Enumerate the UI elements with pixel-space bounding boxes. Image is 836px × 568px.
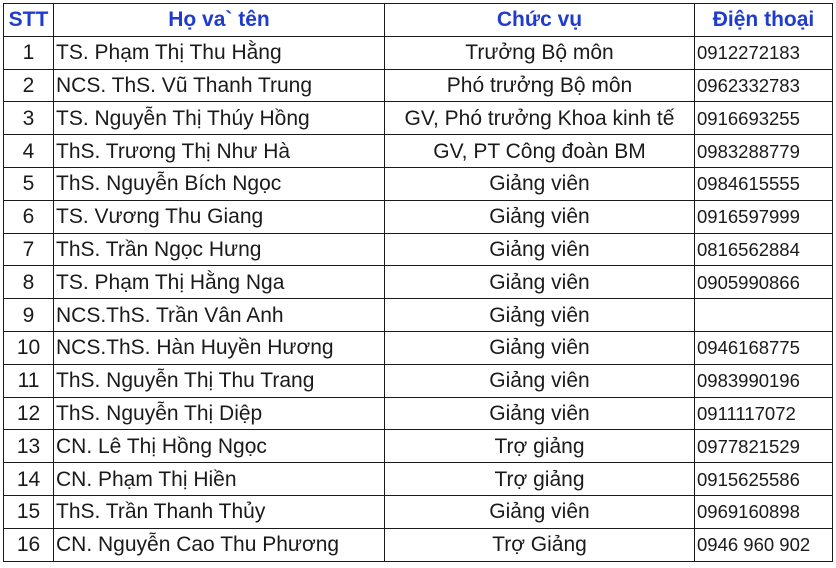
row-stt: 11 <box>4 364 54 397</box>
row-phone: 0905990866 <box>695 266 833 299</box>
row-name: NCS.ThS. Hàn Huyền Hương <box>54 331 385 364</box>
table-body <box>4 36 833 561</box>
row-phone: 0977821529 <box>695 430 833 463</box>
row-name: TS. Phạm Thị Hằng Nga <box>54 266 385 299</box>
row-role: Giảng viên <box>385 397 695 430</box>
table-row <box>4 69 833 102</box>
row-role: Giảng viên <box>385 233 695 266</box>
row-name: TS. Phạm Thị Thu Hằng <box>54 36 385 69</box>
staff-table <box>3 3 833 562</box>
row-name: ThS. Nguyễn Thị Diệp <box>54 397 385 430</box>
table-row <box>4 430 833 463</box>
table-row <box>4 331 833 364</box>
row-name: ThS. Trương Thị Như Hà <box>54 135 385 168</box>
row-phone <box>695 299 833 332</box>
row-stt: 10 <box>4 331 54 364</box>
row-stt: 15 <box>4 495 54 528</box>
table-row <box>4 36 833 69</box>
row-role: Trưởng Bộ môn <box>385 36 695 69</box>
row-phone: 0983288779 <box>695 135 833 168</box>
row-role: Trợ giảng <box>385 463 695 496</box>
row-phone: 0916597999 <box>695 200 833 233</box>
row-name: NCS. ThS. Vũ Thanh Trung <box>54 69 385 102</box>
header-stt: STT <box>4 4 54 37</box>
row-phone: 0969160898 <box>695 495 833 528</box>
row-role: Phó trưởng Bộ môn <box>385 69 695 102</box>
row-stt: 2 <box>4 69 54 102</box>
row-stt: 14 <box>4 463 54 496</box>
row-phone: 0911117072 <box>695 397 833 430</box>
row-phone: 0983990196 <box>695 364 833 397</box>
row-stt: 3 <box>4 102 54 135</box>
table-row <box>4 463 833 496</box>
table-row <box>4 364 833 397</box>
row-phone: 0984615555 <box>695 167 833 200</box>
row-name: CN. Phạm Thị Hiền <box>54 463 385 496</box>
row-name: CN. Lê Thị Hồng Ngọc <box>54 430 385 463</box>
row-role: Giảng viên <box>385 364 695 397</box>
table-row <box>4 495 833 528</box>
row-name: TS. Nguyễn Thị Thúy Hồng <box>54 102 385 135</box>
table-row <box>4 397 833 430</box>
row-role: Trợ Giảng <box>385 528 695 561</box>
row-role: GV, PT Công đoàn BM <box>385 135 695 168</box>
row-name: TS. Vương Thu Giang <box>54 200 385 233</box>
table-row <box>4 102 833 135</box>
row-phone: 0916693255 <box>695 102 833 135</box>
table-row <box>4 135 833 168</box>
row-role: Giảng viên <box>385 167 695 200</box>
table-row <box>4 167 833 200</box>
header-row <box>4 4 833 37</box>
row-stt: 6 <box>4 200 54 233</box>
row-stt: 12 <box>4 397 54 430</box>
row-role: Giảng viên <box>385 331 695 364</box>
row-role: Giảng viên <box>385 495 695 528</box>
header-role: Chức vụ <box>385 4 695 37</box>
row-phone: 0912272183 <box>695 36 833 69</box>
row-stt: 5 <box>4 167 54 200</box>
row-stt: 16 <box>4 528 54 561</box>
row-role: Giảng viên <box>385 266 695 299</box>
row-stt: 1 <box>4 36 54 69</box>
row-role: GV, Phó trưởng Khoa kinh tế <box>385 102 695 135</box>
row-role: Giảng viên <box>385 200 695 233</box>
row-stt: 13 <box>4 430 54 463</box>
table-row <box>4 266 833 299</box>
table-row <box>4 200 833 233</box>
row-stt: 4 <box>4 135 54 168</box>
table-row <box>4 528 833 561</box>
row-role: Giảng viên <box>385 299 695 332</box>
row-phone: 0816562884 <box>695 233 833 266</box>
row-name: NCS.ThS. Trần Vân Anh <box>54 299 385 332</box>
row-phone: 0946 960 902 <box>695 528 833 561</box>
row-stt: 9 <box>4 299 54 332</box>
table-row <box>4 299 833 332</box>
row-name: ThS. Trần Thanh Thủy <box>54 495 385 528</box>
table-row <box>4 233 833 266</box>
row-name: ThS. Trần Ngọc Hưng <box>54 233 385 266</box>
row-stt: 8 <box>4 266 54 299</box>
row-phone: 0962332783 <box>695 69 833 102</box>
row-name: ThS. Nguyễn Thị Thu Trang <box>54 364 385 397</box>
header-name: Họ va` tên <box>54 4 385 37</box>
row-phone: 0946168775 <box>695 331 833 364</box>
row-role: Trợ giảng <box>385 430 695 463</box>
row-name: ThS. Nguyễn Bích Ngọc <box>54 167 385 200</box>
row-phone: 0915625586 <box>695 463 833 496</box>
header-phone: Điện thoại <box>695 4 833 37</box>
row-name: CN. Nguyễn Cao Thu Phương <box>54 528 385 561</box>
row-stt: 7 <box>4 233 54 266</box>
